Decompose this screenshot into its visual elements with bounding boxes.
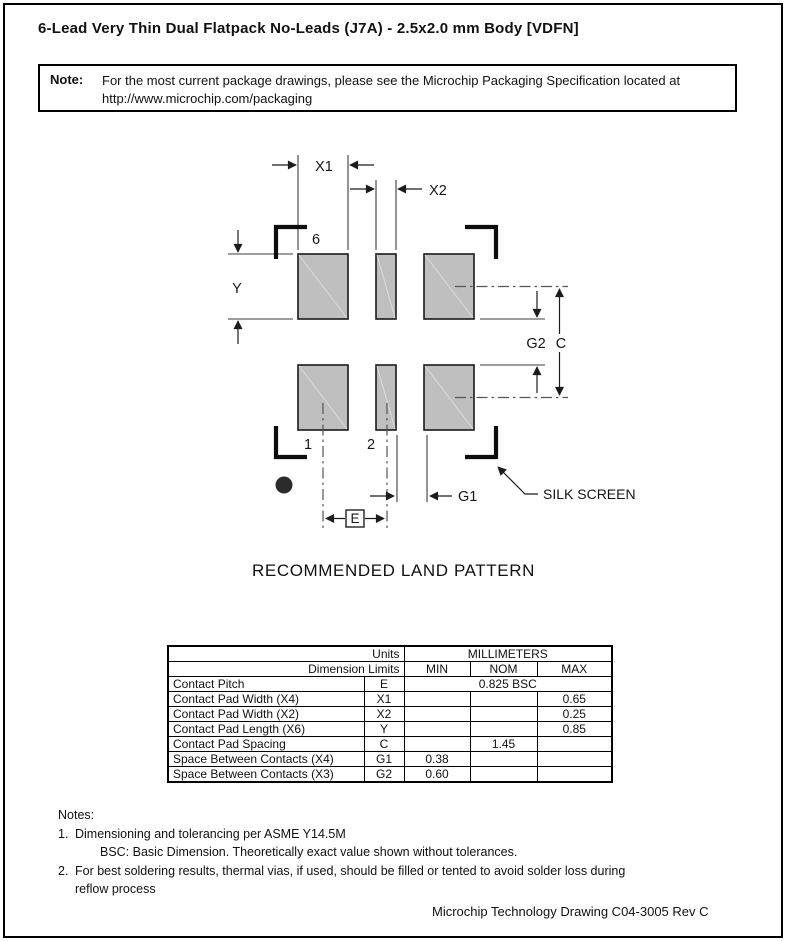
units-header-cell: Units [168,646,404,662]
max-header-cell: MAX [537,662,612,677]
page-title: 6-Lead Very Thin Dual Flatpack No-Leads (J7A) - 2.5x2.0 mm Body [VDFN] [38,20,579,37]
note-item-1-text: Dimensioning and tolerancing per ASME Y14.5M [75,827,346,841]
dim-label-y: Y [232,281,242,297]
min-cell: 0.38 [404,752,470,767]
symbol-cell: C [364,737,404,752]
max-cell: 0.85 [537,722,612,737]
note-item-2-text: For best soldering results, thermal vias, if used, should be filled or tented to avoid solder loss during [75,864,626,878]
max-cell: 0.65 [537,692,612,707]
silk-screen-label: SILK SCREEN [543,486,636,502]
table-row [168,752,612,767]
dim-label-x2: X2 [429,183,447,199]
param-cell: Space Between Contacts (X3) [168,767,364,783]
note-item-2-continuation: reflow process [75,882,156,896]
note-label: Note: [50,72,84,87]
param-cell: Space Between Contacts (X4) [168,752,364,767]
note-line-1: For the most current package drawings, please see the Microchip Packaging Specification located at [102,73,681,88]
pad-2 [376,365,396,430]
drawing-caption: RECOMMENDED LAND PATTERN [252,561,535,580]
silk-screen-leader-line [498,467,538,494]
param-cell: Contact Pad Length (X6) [168,722,364,737]
symbol-cell: Y [364,722,404,737]
nom-cell: 1.45 [470,737,537,752]
pad-4 [424,254,474,319]
nom-cell [470,752,537,767]
param-cell: Contact Pad Width (X4) [168,692,364,707]
param-cell: Contact Pad Width (X2) [168,707,364,722]
nom-cell [470,707,537,722]
note-item-2-number: 2. [58,864,69,878]
note-item-1-sub: BSC: Basic Dimension. Theoretically exact value shown without tolerances. [100,845,518,859]
min-cell [404,722,470,737]
dim-label-e: E [350,511,360,526]
notes-heading: Notes: [58,808,95,822]
min-cell: 0.60 [404,767,470,783]
min-cell [404,692,470,707]
min-header-cell: MIN [404,662,470,677]
nom-cell [470,722,537,737]
table-row [168,722,612,737]
pad-3 [424,365,474,430]
table-row [168,692,612,707]
value-cell: 0.825 BSC [404,677,612,692]
nom-header-cell: NOM [470,662,537,677]
note-box [38,64,737,112]
table-row [168,677,612,692]
pad-number-2: 2 [366,437,376,453]
symbol-cell: G2 [364,767,404,783]
dimension-limits-header-cell: Dimension Limits [168,662,404,677]
dim-label-c: C [555,336,567,352]
pad-5 [376,254,396,319]
table-header-limits-row [168,662,612,677]
drawing-number-footer: Microchip Technology Drawing C04-3005 Rev C [432,904,709,919]
symbol-cell: G1 [364,752,404,767]
pad-6 [298,254,348,319]
note-item-2 [58,862,625,898]
symbol-cell: X1 [364,692,404,707]
nom-cell [470,692,537,707]
nom-cell [470,767,537,783]
table-row [168,737,612,752]
dimension-arrows [238,165,560,519]
table-row [168,767,612,783]
symbol-cell: X2 [364,707,404,722]
note-line-2: http://www.microchip.com/packaging [102,91,313,106]
note-text [102,72,722,108]
land-pattern-drawing [0,140,786,550]
table-header-units-row [168,646,612,662]
max-cell [537,752,612,767]
note-item-1-number: 1. [58,827,69,841]
pad-number-1: 1 [303,437,313,453]
param-cell: Contact Pitch [168,677,364,692]
millimeters-header-cell: MILLIMETERS [404,646,612,662]
max-cell: 0.25 [537,707,612,722]
pad-number-6: 6 [311,232,321,248]
symbol-cell: E [364,677,404,692]
max-cell [537,767,612,783]
dimensions-table [167,645,613,783]
note-item-1 [58,825,625,861]
dim-label-g1: G1 [458,489,478,505]
dim-label-x1: X1 [315,159,333,175]
dim-label-g2: G2 [526,336,546,352]
min-cell [404,737,470,752]
max-cell [537,737,612,752]
pin1-indicator-dot [276,477,293,494]
param-cell: Contact Pad Spacing [168,737,364,752]
table-row [168,707,612,722]
min-cell [404,707,470,722]
notes-section [58,806,625,898]
